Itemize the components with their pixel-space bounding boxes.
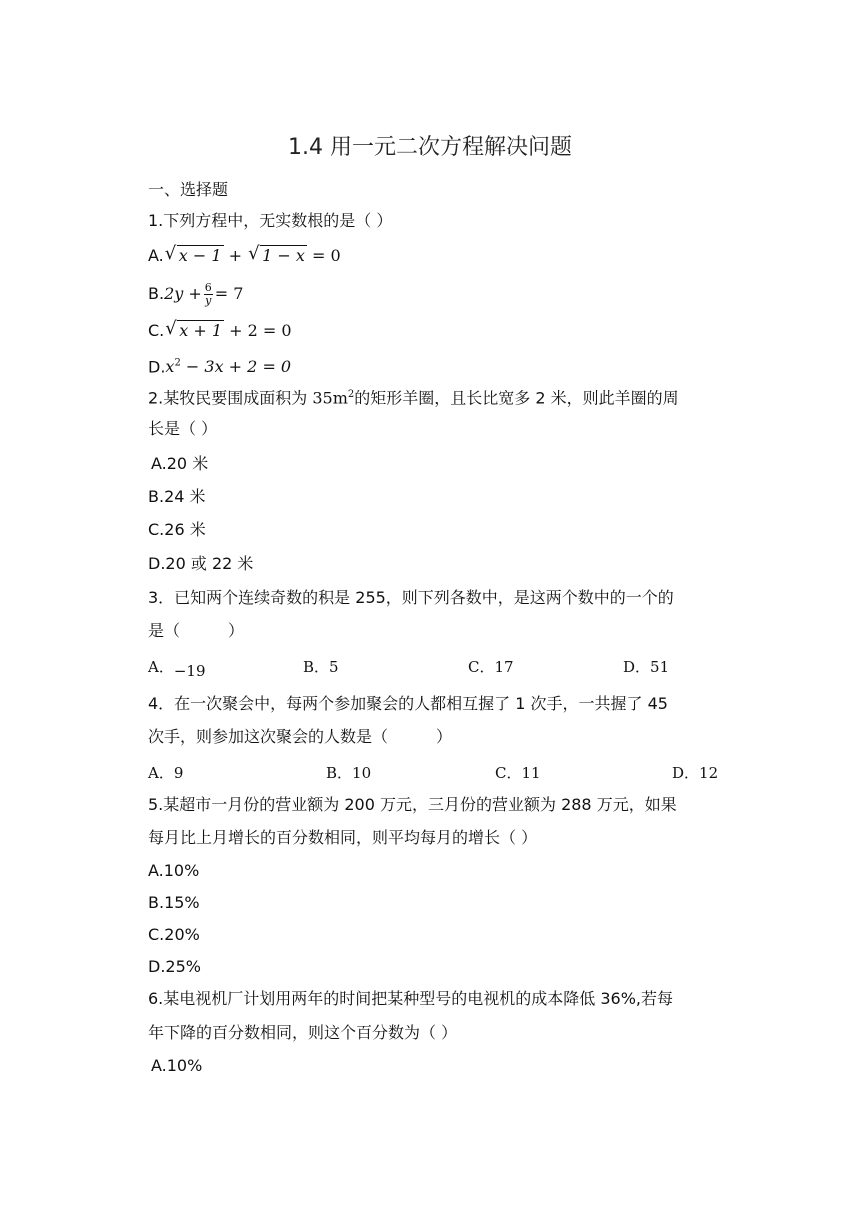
q1-option-d: [148, 354, 291, 377]
q1-option-a: A.√ x − 1 + √ 1 − x = 0: [148, 246, 341, 266]
q6-option-a: A.10%: [151, 1056, 203, 1075]
q2-option-c: C.26 米: [148, 520, 206, 539]
q1-b-label: B.: [148, 284, 165, 303]
q4-stem-line1: 4．在一次聚会中，每两个参加聚会的人都相互握了 1 次手，一共握了 45: [148, 694, 668, 713]
q5-stem-line1: 5.某超市一月份的营业额为 200 万元，三月份的营业额为 288 万元，如果: [148, 795, 677, 814]
q2-stem-part1: 2.某牧民要围成面积为: [148, 388, 313, 408]
q5-option-b: B.15%: [148, 893, 200, 912]
q1-c-radicand: x + 1: [179, 321, 223, 340]
q3-stem-line1: 3．已知两个连续奇数的积是 255，则下列各数中，是这两个数中的一个的: [148, 588, 674, 607]
q4-option-d: D．12: [672, 764, 719, 782]
q1-a-radicand-1: x − 1: [178, 246, 222, 265]
q2-area-exp: 2: [347, 389, 355, 400]
q1-b-denominator: y: [205, 294, 212, 307]
q6-stem-line1: 6.某电视机厂计划用两年的时间把某种型号的电视机的成本降低 36%,若每: [148, 989, 674, 1008]
q1-option-b: [148, 282, 243, 307]
q2-stem-part2: 的矩形羊圈，且长比宽多 2 米，则此羊圈的周: [354, 388, 679, 408]
q1-d-exp: 2: [174, 358, 181, 369]
q1-b-rhs: = 7: [214, 284, 244, 303]
q2-stem-line2: 长是（ ）: [148, 419, 218, 438]
q2-area-value: 35m: [312, 388, 348, 408]
q3-option-d: D．51: [623, 658, 670, 676]
q1-c-rhs: + 2 = 0: [229, 321, 292, 340]
q5-stem-line2: 每月比上月增长的百分数相同，则平均每月的增长（ ）: [148, 828, 538, 847]
q3-option-b: B．5: [303, 658, 339, 676]
q4-stem-line2: 次手，则参加这次聚会的人数是（ ）: [148, 727, 453, 746]
q5-option-d: D.25%: [148, 957, 201, 976]
q1-d-label: D.: [148, 357, 166, 377]
q4-option-a: A．9: [148, 764, 184, 782]
q3-option-a-label: A．: [148, 658, 174, 676]
q1-b-lhs: 2y +: [164, 284, 202, 303]
q1-a-rhs: = 0: [311, 246, 341, 265]
document-title: 1.4 用一元二次方程解决问题: [288, 135, 572, 160]
q1-d-rest: − 3x + 2 = 0: [180, 357, 292, 377]
q1-d-var: x: [165, 357, 175, 377]
q1-option-c: [148, 321, 292, 341]
q3-option-a-value: −19: [173, 662, 206, 680]
q5-option-a: A.10%: [148, 861, 200, 880]
q1-c-label: C.: [148, 321, 165, 340]
q2-option-d: D.20 或 22 米: [148, 554, 254, 573]
q2-option-a: A.20 米: [151, 454, 209, 473]
q1-a-radicand-2: 1 − x: [262, 246, 305, 265]
q4-option-c: C．11: [495, 764, 541, 782]
q6-stem-line2: 年下降的百分数相同，则这个百分数为（ ）: [148, 1023, 458, 1042]
q2-option-b: B.24 米: [148, 487, 206, 506]
q1-b-numerator: 6: [204, 281, 212, 294]
q2-stem-line1: [148, 385, 679, 408]
q3-option-a: [148, 656, 206, 680]
q3-stem-line2: 是（ ）: [148, 621, 245, 640]
q5-option-c: C.20%: [148, 925, 200, 944]
section-heading: 一、选择题: [148, 180, 229, 199]
q1-a-label: A.: [148, 246, 164, 265]
q3-option-c: C．17: [468, 658, 514, 676]
q4-option-b: B．10: [326, 764, 372, 782]
q1-stem: 1.下列方程中，无实数根的是（ ）: [148, 211, 393, 230]
